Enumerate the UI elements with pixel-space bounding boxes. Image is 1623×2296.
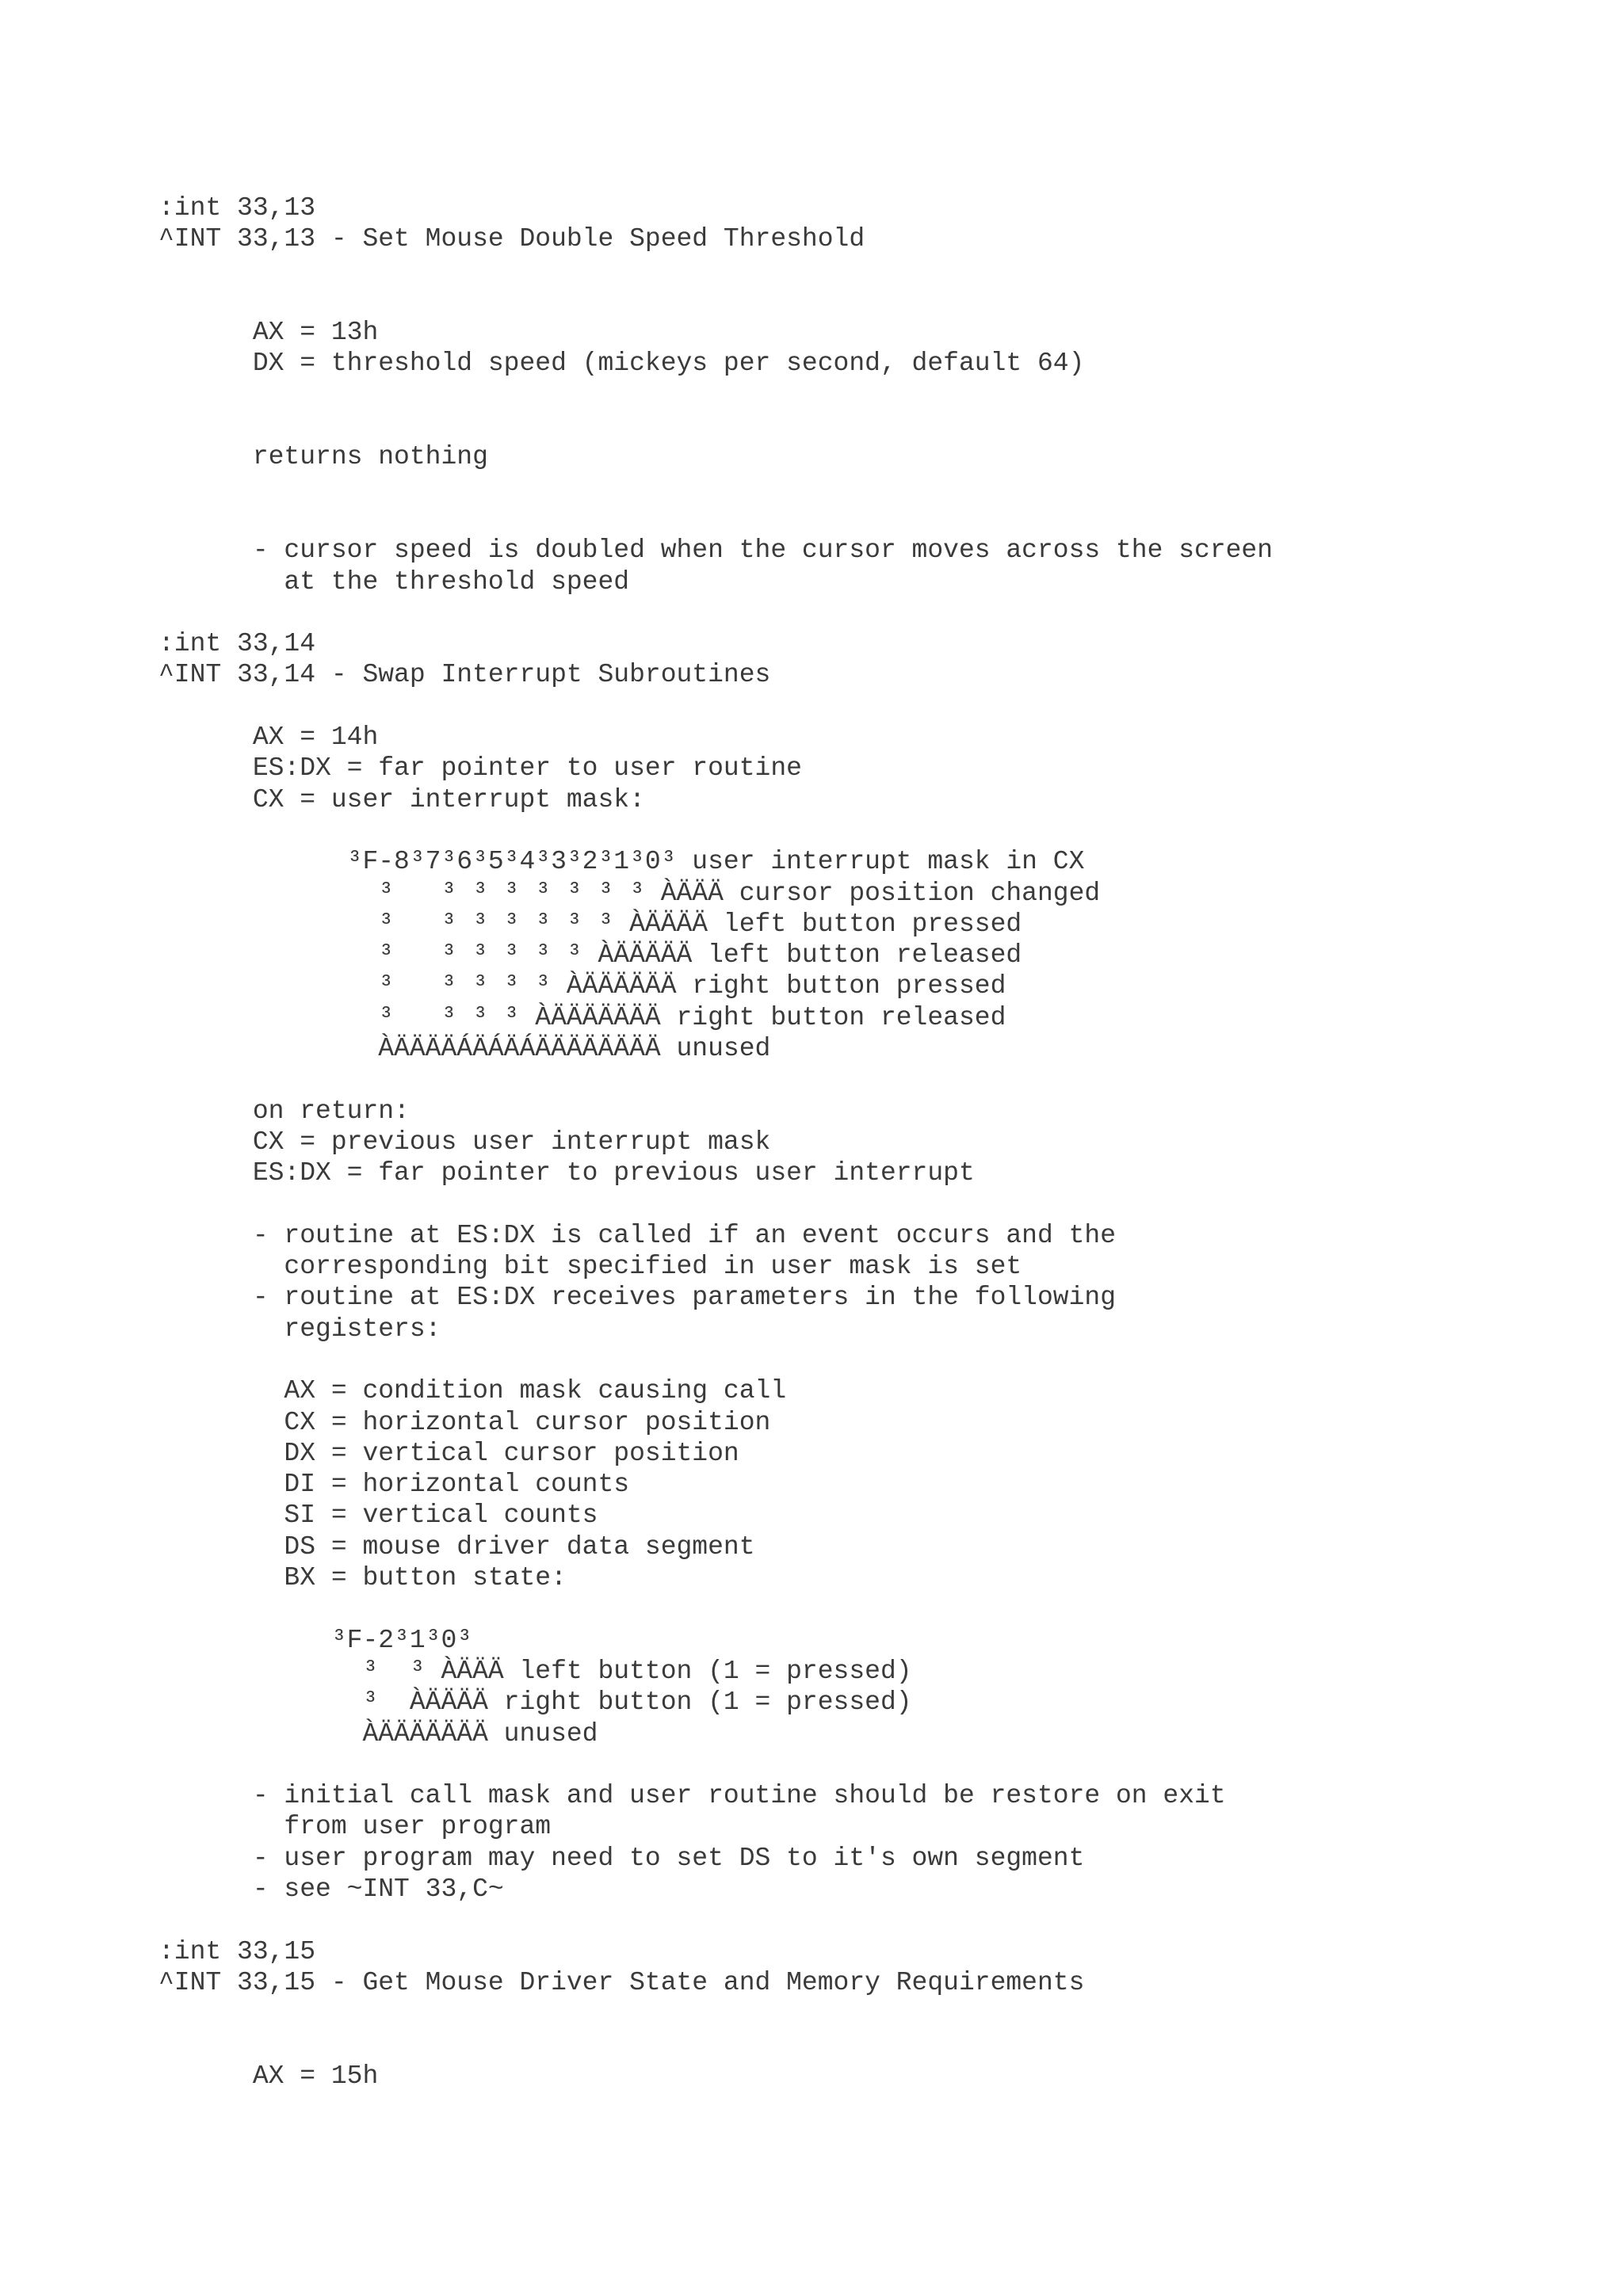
text-line	[158, 691, 1273, 722]
text-line	[158, 286, 1273, 317]
text-line	[158, 255, 1273, 286]
text-line	[158, 1998, 1273, 2029]
text-line: ^INT 33,13 - Set Mouse Double Speed Threshold	[158, 224, 865, 254]
text-line: DX = vertical cursor position	[158, 1438, 739, 1468]
text-line: DS = mouse driver data segment	[158, 1531, 755, 1562]
text-line: AX = 15h	[158, 2061, 379, 2091]
document-text	[158, 193, 1273, 2092]
text-line	[158, 410, 1273, 441]
text-line	[158, 815, 1273, 846]
text-line: AX = condition mask causing call	[158, 1376, 787, 1406]
text-line: - routine at ES:DX is called if an event occurs and the	[158, 1220, 1116, 1250]
text-line: CX = horizontal cursor position	[158, 1407, 771, 1437]
text-line: CX = previous user interrupt mask	[158, 1127, 771, 1157]
text-line: - see ~INT 33,C~	[158, 1875, 504, 1905]
text-line: - cursor speed is doubled when the cursor moves across the screen	[158, 536, 1274, 566]
text-line: ³ ³ ÀÄÄÄ left button (1 = pressed)	[158, 1656, 912, 1686]
text-line: on return:	[158, 1096, 410, 1126]
text-line: from user program	[158, 1812, 552, 1842]
text-line: ³ ³ ³ ³ ³ ³ ÀÄÄÄÄÄ left button released	[158, 940, 1022, 971]
text-line: DI = horizontal counts	[158, 1470, 630, 1500]
text-line: AX = 13h	[158, 318, 379, 348]
text-line: :int 33,15	[158, 1936, 316, 1966]
text-line: ³ ³ ³ ³ ³ ³ ³ ³ ÀÄÄÄ cursor position changed	[158, 878, 1101, 908]
text-line: returns nothing	[158, 442, 488, 472]
text-line: DX = threshold speed (mickeys per second, default 64)	[158, 349, 1085, 379]
text-line	[158, 1344, 1273, 1375]
text-line: registers:	[158, 1314, 441, 1344]
text-line: corresponding bit specified in user mask is set	[158, 1252, 1022, 1282]
text-line	[158, 1064, 1273, 1095]
text-line	[158, 379, 1273, 410]
text-line: AX = 14h	[158, 723, 379, 753]
text-line	[158, 1593, 1273, 1624]
text-line: ^INT 33,14 - Swap Interrupt Subroutines	[158, 660, 771, 690]
text-line: :int 33,14	[158, 629, 316, 659]
text-line	[158, 504, 1273, 535]
text-line	[158, 2030, 1273, 2061]
text-line: ³ ÀÄÄÄÄ right button (1 = pressed)	[158, 1688, 912, 1718]
text-line: BX = button state:	[158, 1563, 567, 1593]
text-line: ³ ³ ³ ³ ³ ÀÄÄÄÄÄÄ right button pressed	[158, 971, 1006, 1001]
text-line: - user program may need to set DS to it's own segment	[158, 1843, 1085, 1873]
text-line: ÀÄÄÄÄÄÄÄ unused	[158, 1718, 598, 1749]
text-line	[158, 1189, 1273, 1220]
text-line: ³F-8³7³6³5³4³3³2³1³0³ user interrupt mask in CX	[158, 847, 1085, 877]
text-line: ³ ³ ³ ³ ³ ³ ³ ÀÄÄÄÄ left button pressed	[158, 909, 1022, 939]
text-line	[158, 473, 1273, 504]
text-line: ES:DX = far pointer to previous user interrupt	[158, 1158, 975, 1188]
text-line: :int 33,13	[158, 193, 316, 223]
text-line	[158, 1905, 1273, 1936]
text-line: ÀÄÄÄÄÁÄÁÄÁÄÄÄÄÄÄÄÄ unused	[158, 1034, 771, 1064]
text-line: CX = user interrupt mask:	[158, 784, 645, 814]
text-line: SI = vertical counts	[158, 1501, 598, 1531]
text-line: at the threshold speed	[158, 566, 630, 597]
text-line: ³F-2³1³0³	[158, 1625, 473, 1655]
text-line	[158, 597, 1273, 628]
text-line: ^INT 33,15 - Get Mouse Driver State and Memory Requirements	[158, 1967, 1085, 1997]
text-line: - initial call mask and user routine should be restore on exit	[158, 1781, 1226, 1811]
text-line: ³ ³ ³ ³ ÀÄÄÄÄÄÄÄ right button released	[158, 1002, 1006, 1032]
text-line: ES:DX = far pointer to user routine	[158, 753, 802, 784]
text-line	[158, 1749, 1273, 1780]
text-line: - routine at ES:DX receives parameters in the following	[158, 1283, 1116, 1313]
